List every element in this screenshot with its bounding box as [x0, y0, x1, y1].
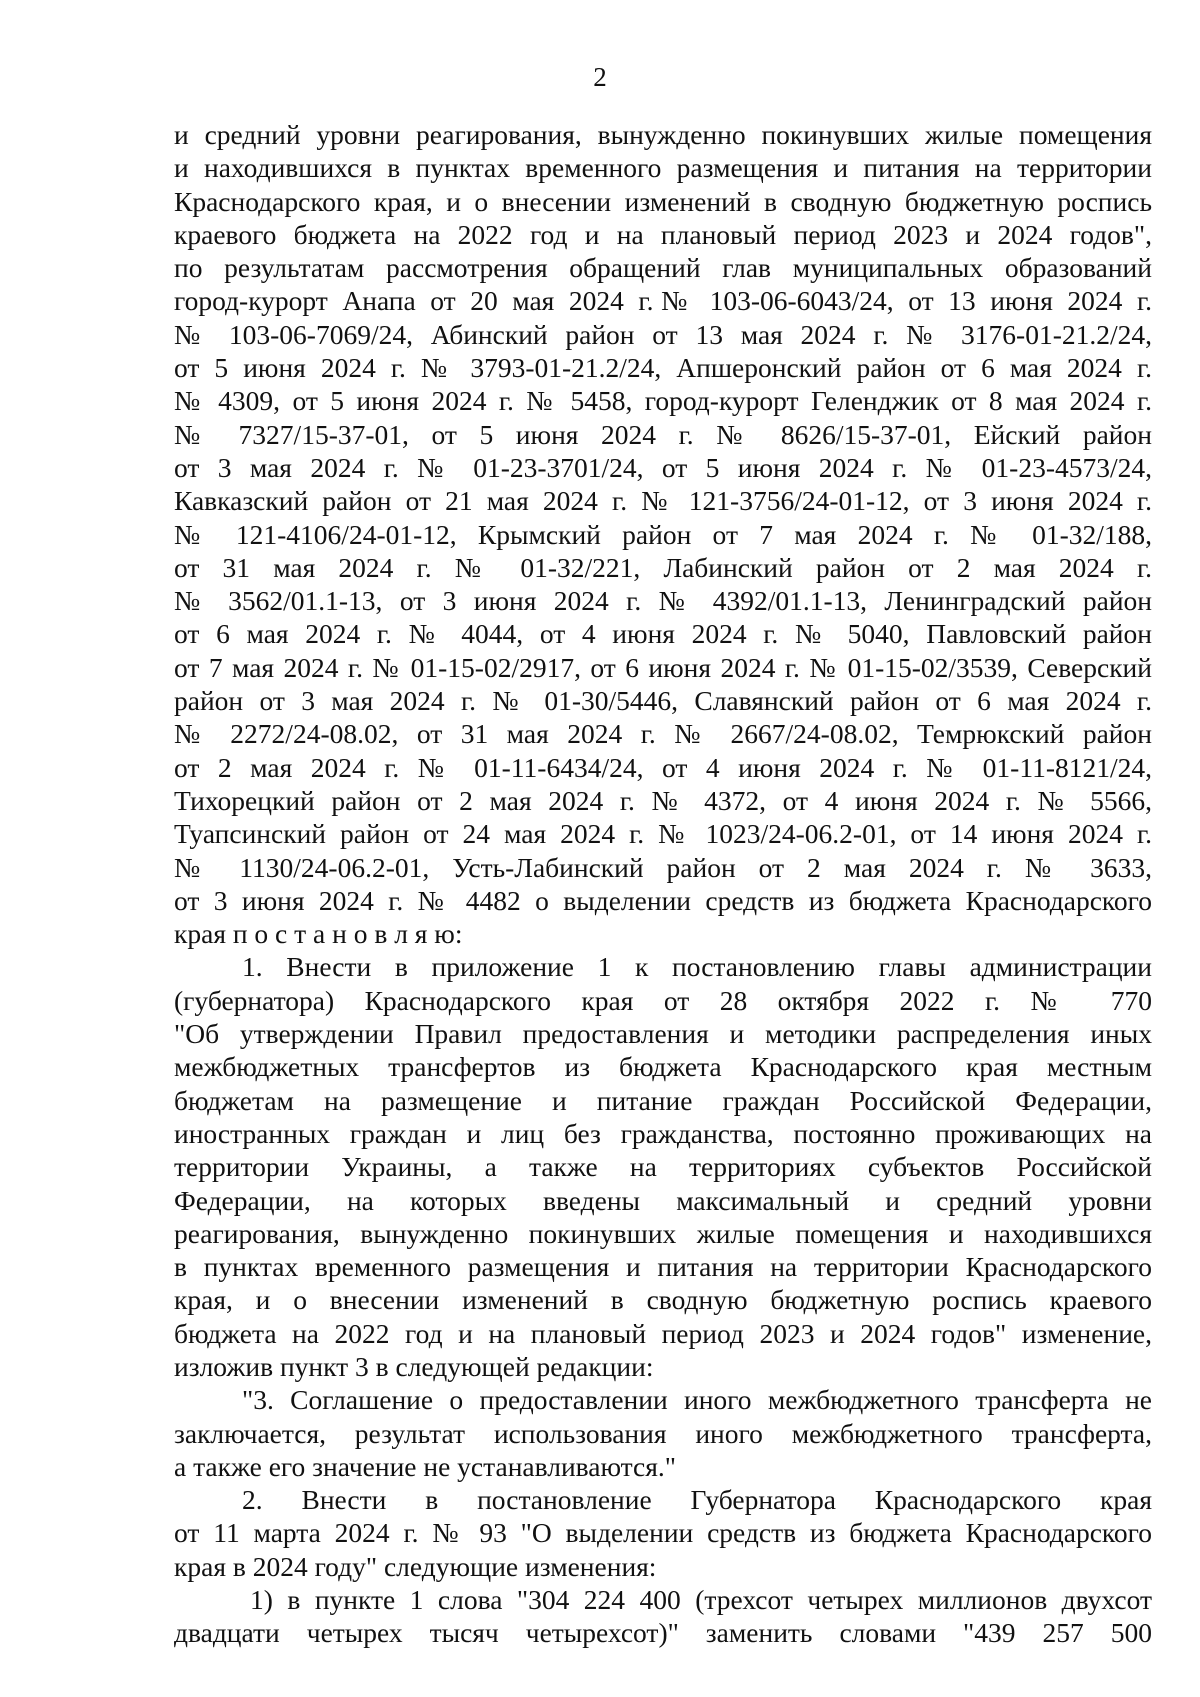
text-line: бюджетам на размещение и питание граждан Российской Федерации, — [174, 1084, 1152, 1116]
text-line: № 121-4106/24-01-12, Крымский район от 7 мая 2024 г. № 01-32/188, — [174, 518, 1152, 550]
text-line: № 7327/15-37-01, от 5 июня 2024 г. № 8626/15-37-01, Ейский район — [174, 418, 1152, 450]
paragraph-first-line: 1) в пункте 1 слова "304 224 400 (трехсот четырех миллионов двухсот — [250, 1584, 1152, 1616]
text-line: (губернатора) Краснодарского края от 28 октября 2022 г. № 770 — [174, 984, 1152, 1016]
text-line: Кавказский район от 21 мая 2024 г. № 121-3756/24-01-12, от 3 июня 2024 г. — [174, 485, 1152, 517]
page-number: 2 — [593, 62, 607, 92]
text-line: в пунктах временного размещения и питания на территории Краснодарского — [174, 1251, 1152, 1283]
text-line: от 3 мая 2024 г. № 01-23-3701/24, от 5 июня 2024 г. № 01-23-4573/24, — [174, 451, 1152, 483]
text-line: от 11 марта 2024 г. № 93 "О выделении средств из бюджета Краснодарского — [174, 1517, 1152, 1549]
text-line: бюджета на 2022 год и на плановый период 2023 и 2024 годов" изменение, — [174, 1317, 1152, 1349]
text-line: от 3 июня 2024 г. № 4482 о выделении средств из бюджета Краснодарского — [174, 884, 1152, 916]
text-line: № 4309, от 5 июня 2024 г. № 5458, город-курорт Геленджик от 8 мая 2024 г. — [174, 385, 1152, 417]
text-line: № 3562/01.1-13, от 3 июня 2024 г. № 4392/01.1-13, Ленинградский район — [174, 585, 1152, 617]
text-line: двадцати четырех тысяч четырехсот)" заменить словами "439 257 500 — [174, 1617, 1152, 1649]
text-line: от 6 мая 2024 г. № 4044, от 4 июня 2024 г. № 5040, Павловский район — [174, 618, 1152, 650]
paragraph-first-line: 2. Внести в постановление Губернатора Краснодарского края — [242, 1484, 1152, 1516]
text-line: Туапсинский район от 24 мая 2024 г. № 1023/24-06.2-01, от 14 июня 2024 г. — [174, 818, 1152, 850]
text-line: заключается, результат использования иного межбюджетного трансферта, — [174, 1417, 1152, 1449]
text-line: город-курорт Анапа от 20 мая 2024 г.№ 103-06-6043/24, от 13 июня 2024 г. — [174, 285, 1152, 317]
text-line: и находившихся в пунктах временного размещения и питания на территории — [174, 152, 1152, 184]
text-line: края, и о внесении изменений в сводную бюджетную роспись краевого — [174, 1284, 1152, 1316]
text-line: № 2272/24-08.02, от 31 мая 2024 г. № 2667/24-08.02, Темрюкский район — [174, 718, 1152, 750]
text-line: Тихорецкий район от 2 мая 2024 г. № 4372, от 4 июня 2024 г. № 5566, — [174, 784, 1152, 816]
text-line: № 1130/24-06.2-01, Усть-Лабинский район от 2 мая 2024 г. № 3633, — [174, 851, 1152, 883]
text-line: от 5 июня 2024 г. № 3793-01-21.2/24, Апшеронский район от 6 мая 2024 г. — [174, 352, 1152, 384]
paragraph-first-line: "3. Соглашение о предоставлении иного межбюджетного трансферта не — [242, 1384, 1152, 1416]
text-line: от 7 мая 2024 г. № 01-15-02/2917, от 6 июня 2024 г. № 01-15-02/3539, Северский — [174, 651, 1152, 683]
text-line: реагирования, вынужденно покинувших жилые помещения и находившихся — [174, 1217, 1152, 1249]
text-line: изложив пункт 3 в следующей редакции: — [174, 1350, 654, 1382]
text-line: "Об утверждении Правил предоставления и методики распределения иных — [174, 1018, 1152, 1050]
text-line: края п о с т а н о в л я ю: — [174, 918, 463, 950]
text-line: Федерации, на которых введены максимальный и средний уровни — [174, 1184, 1152, 1216]
paragraph-first-line: 1. Внести в приложение 1 к постановлению главы администрации — [242, 951, 1152, 983]
document-body — [174, 118, 1152, 1650]
text-line: края в 2024 году" следующие изменения: — [174, 1550, 657, 1582]
text-line: от 31 мая 2024 г. № 01-32/221, Лабинский район от 2 мая 2024 г. — [174, 551, 1152, 583]
text-line: а также его значение не устанавливаются." — [174, 1450, 676, 1482]
text-line: межбюджетных трансфертов из бюджета Краснодарского края местным — [174, 1051, 1152, 1083]
text-line: иностранных граждан и лиц без гражданства, постоянно проживающих на — [174, 1117, 1152, 1149]
text-line: краевого бюджета на 2022 год и на плановый период 2023 и 2024 годов", — [174, 218, 1152, 250]
text-line: территории Украины, а также на территориях субъектов Российской — [174, 1151, 1152, 1183]
text-line: от 2 мая 2024 г. № 01-11-6434/24, от 4 июня 2024 г. № 01-11-8121/24, — [174, 751, 1152, 783]
text-line: по результатам рассмотрения обращений глав муниципальных образований — [174, 252, 1152, 284]
text-line: и средний уровни реагирования, вынужденно покинувших жилые помещения — [174, 119, 1152, 150]
text-line: № 103-06-7069/24, Абинский район от 13 мая 2024 г. № 3176-01-21.2/24, — [174, 318, 1152, 350]
text-line: район от 3 мая 2024 г. № 01-30/5446, Славянский район от 6 мая 2024 г. — [174, 685, 1152, 717]
text-line: Краснодарского края, и о внесении изменений в сводную бюджетную роспись — [174, 185, 1152, 217]
